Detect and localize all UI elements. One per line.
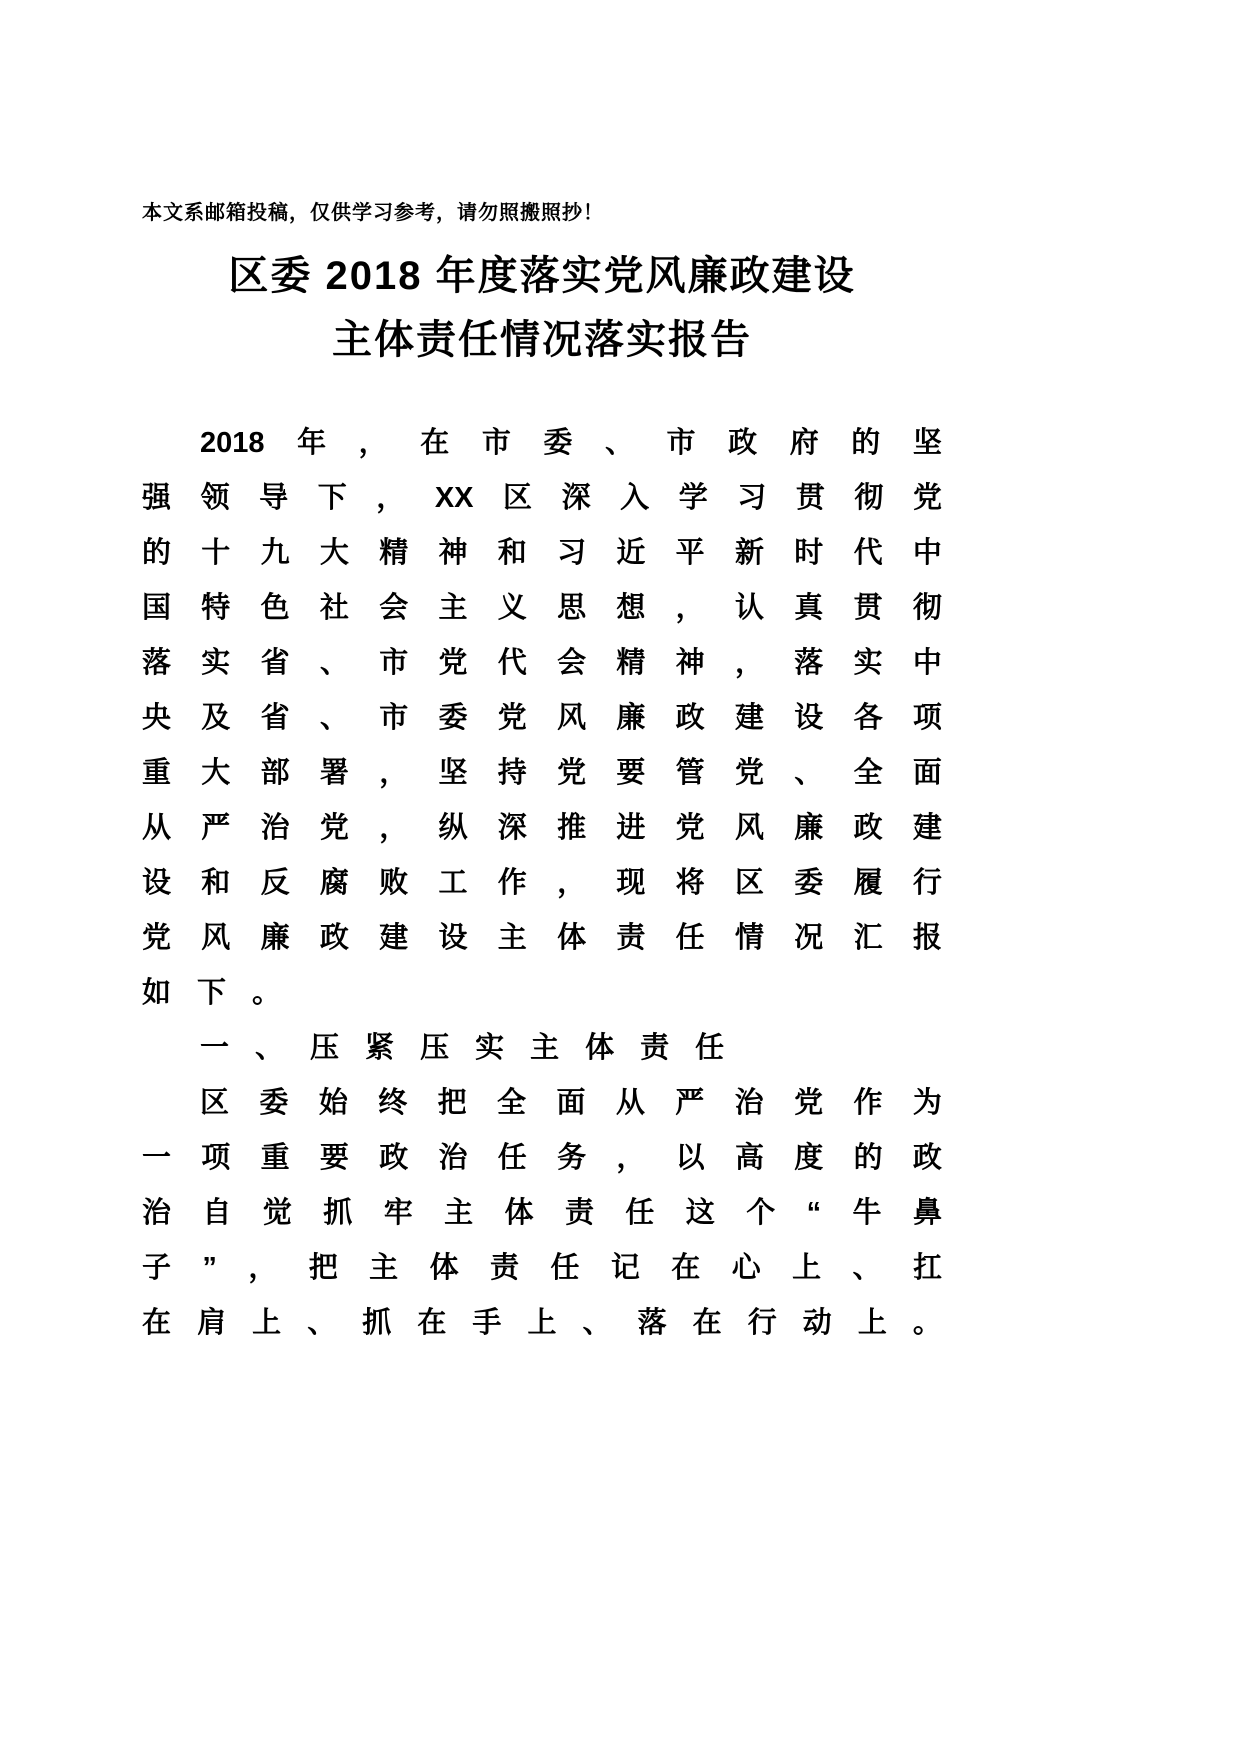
- text-token: 主: [530, 1032, 560, 1064]
- text-token: 、: [307, 1307, 337, 1339]
- text-token: ，: [734, 647, 764, 679]
- text-token: 的: [851, 427, 881, 459]
- text-token: 社: [319, 592, 349, 624]
- text-token: ，: [376, 482, 406, 514]
- text-token: 主: [444, 1197, 474, 1229]
- text-token: 党: [912, 482, 942, 514]
- text-token: 上: [527, 1307, 557, 1339]
- body-line: [142, 746, 942, 801]
- text-token: ，: [358, 427, 388, 459]
- text-token: 神: [438, 537, 468, 569]
- text-token: 建: [734, 702, 764, 734]
- text-token: 党: [497, 702, 527, 734]
- text-token: 设: [438, 922, 468, 954]
- text-token: 九: [260, 537, 290, 569]
- text-token: 深: [561, 482, 591, 514]
- text-token: 、: [582, 1307, 612, 1339]
- body-line: [142, 1131, 942, 1186]
- text-token: 肩: [197, 1307, 227, 1339]
- text-token: 真: [794, 592, 824, 624]
- text-token: 神: [675, 647, 705, 679]
- text-token: 压: [420, 1032, 450, 1064]
- text-token: 落: [637, 1307, 667, 1339]
- text-token: 体: [429, 1252, 459, 1284]
- text-token: 以: [675, 1142, 705, 1174]
- text-token: 重: [260, 1142, 290, 1174]
- text-token: 领: [200, 482, 230, 514]
- text-token: 一: [200, 1032, 230, 1064]
- text-token: 上: [252, 1307, 282, 1339]
- text-token: ，: [616, 1142, 646, 1174]
- text-token: 年: [297, 427, 327, 459]
- text-token: 、: [794, 757, 824, 789]
- text-token: 及: [201, 702, 231, 734]
- body-line: [142, 1296, 942, 1351]
- text-token: 主: [369, 1252, 399, 1284]
- text-token: 抓: [362, 1307, 392, 1339]
- body-line: [142, 1241, 942, 1296]
- text-token: 任: [550, 1252, 580, 1284]
- text-token: 区: [200, 1087, 230, 1119]
- body-line: [142, 1076, 942, 1131]
- text-token: 党: [319, 812, 349, 844]
- text-token: 治: [438, 1142, 468, 1174]
- text-token: 大: [201, 757, 231, 789]
- text-token: 署: [319, 757, 349, 789]
- text-token: 败: [379, 867, 409, 899]
- text-token: 想: [616, 592, 646, 624]
- body-line: [142, 801, 942, 856]
- text-token: 责: [490, 1252, 520, 1284]
- text-token: 义: [497, 592, 527, 624]
- text-token: 抓: [323, 1197, 353, 1229]
- text-token: 廉: [260, 922, 290, 954]
- text-token: 面: [912, 757, 942, 789]
- text-token: 项: [912, 702, 942, 734]
- text-token: 国: [142, 592, 172, 624]
- text-token: 会: [557, 647, 587, 679]
- text-token: 严: [675, 1087, 705, 1119]
- text-token: 汇: [853, 922, 883, 954]
- text-token: 要: [616, 757, 646, 789]
- text-token: ，: [557, 867, 587, 899]
- text-token: 、: [319, 702, 349, 734]
- text-token: 纵: [438, 812, 468, 844]
- text-token: 面: [556, 1087, 586, 1119]
- text-token: 如: [142, 977, 172, 1009]
- text-token: 鼻: [912, 1197, 942, 1229]
- text-token: 党: [438, 647, 468, 679]
- text-token: 、: [604, 427, 634, 459]
- text-token: 风: [734, 812, 764, 844]
- text-token: 2018: [200, 427, 265, 459]
- text-token: 政: [379, 1142, 409, 1174]
- text-token: 牢: [383, 1197, 413, 1229]
- title-line-1: 区委 2018 年度落实党风廉政建设: [228, 254, 856, 298]
- text-token: 精: [616, 647, 646, 679]
- body-line: [142, 966, 942, 1021]
- text-token: 落: [794, 647, 824, 679]
- text-token: 委: [794, 867, 824, 899]
- body-line: [142, 691, 942, 746]
- text-token: 府: [789, 427, 819, 459]
- text-token: 履: [853, 867, 883, 899]
- text-token: 代: [853, 537, 883, 569]
- text-token: 作: [497, 867, 527, 899]
- text-token: 紧: [365, 1032, 395, 1064]
- text-token: 和: [201, 867, 231, 899]
- heading-line: [142, 1021, 942, 1076]
- text-token: 党: [794, 1087, 824, 1119]
- text-token: 终: [378, 1087, 408, 1119]
- text-token: 管: [675, 757, 705, 789]
- text-token: 委: [438, 702, 468, 734]
- text-token: 设: [142, 867, 172, 899]
- text-token: 市: [666, 427, 696, 459]
- text-token: 主: [497, 922, 527, 954]
- text-token: 度: [794, 1142, 824, 1174]
- text-token: 区: [503, 482, 533, 514]
- document-title: [142, 244, 942, 372]
- text-token: 学: [678, 482, 708, 514]
- body-line: [142, 1186, 942, 1241]
- text-token: 特: [201, 592, 231, 624]
- text-token: 全: [497, 1087, 527, 1119]
- text-token: 全: [853, 757, 883, 789]
- text-token: 牛: [852, 1197, 882, 1229]
- text-token: 政: [853, 812, 883, 844]
- text-token: 十: [201, 537, 231, 569]
- text-token: 责: [640, 1032, 670, 1064]
- text-token: 上: [792, 1252, 822, 1284]
- title-line-2: 主体责任情况落实报告: [332, 318, 752, 362]
- text-token: 强: [142, 482, 172, 514]
- text-token: 压: [310, 1032, 340, 1064]
- body-line: [142, 471, 942, 526]
- text-token: 贯: [853, 592, 883, 624]
- text-token: 精: [379, 537, 409, 569]
- text-token: 党: [557, 757, 587, 789]
- text-token: 在: [417, 1307, 447, 1339]
- text-token: XX: [434, 482, 474, 514]
- text-token: 廉: [616, 702, 646, 734]
- text-token: 大: [319, 537, 349, 569]
- text-token: 和: [497, 537, 527, 569]
- body-line: [142, 416, 942, 471]
- text-token: 上: [857, 1307, 887, 1339]
- text-token: 作: [853, 1087, 883, 1119]
- text-token: 市: [481, 427, 511, 459]
- text-token: 现: [616, 867, 646, 899]
- text-token: 持: [497, 757, 527, 789]
- text-token: 贯: [795, 482, 825, 514]
- text-token: 习: [557, 537, 587, 569]
- text-token: 在: [142, 1307, 172, 1339]
- text-token: 风: [201, 922, 231, 954]
- text-token: 下: [317, 482, 347, 514]
- text-token: ”: [202, 1252, 217, 1284]
- text-token: 近: [616, 537, 646, 569]
- text-token: 思: [557, 592, 587, 624]
- text-token: 责: [564, 1197, 594, 1229]
- text-token: 、: [852, 1252, 882, 1284]
- text-token: 新: [734, 537, 764, 569]
- text-token: 从: [615, 1087, 645, 1119]
- text-token: 这: [685, 1197, 715, 1229]
- text-token: 央: [142, 702, 172, 734]
- text-token: 时: [794, 537, 824, 569]
- text-token: 记: [610, 1252, 640, 1284]
- text-token: 将: [675, 867, 705, 899]
- text-token: 反: [260, 867, 290, 899]
- text-token: 、: [319, 647, 349, 679]
- text-token: 党: [675, 812, 705, 844]
- text-token: 腐: [319, 867, 349, 899]
- text-token: 入: [620, 482, 650, 514]
- text-token: 委: [543, 427, 573, 459]
- text-token: 设: [794, 702, 824, 734]
- text-token: 色: [260, 592, 290, 624]
- body-line: [142, 526, 942, 581]
- text-token: 进: [616, 812, 646, 844]
- text-token: 党: [142, 922, 172, 954]
- text-token: 扛: [912, 1252, 942, 1284]
- text-token: 。: [912, 1307, 942, 1339]
- text-token: 始: [318, 1087, 348, 1119]
- text-token: 自: [202, 1197, 232, 1229]
- text-token: 推: [557, 812, 587, 844]
- text-token: 坚: [912, 427, 942, 459]
- text-token: 个: [746, 1197, 776, 1229]
- text-token: 高: [734, 1142, 764, 1174]
- text-token: 代: [497, 647, 527, 679]
- text-token: 动: [802, 1307, 832, 1339]
- document-body: [142, 416, 942, 1351]
- text-token: 会: [379, 592, 409, 624]
- text-token: 风: [557, 702, 587, 734]
- body-line: [142, 856, 942, 911]
- text-token: 行: [912, 867, 942, 899]
- text-token: 政: [912, 1142, 942, 1174]
- text-token: 的: [142, 537, 172, 569]
- text-token: 工: [438, 867, 468, 899]
- text-token: ，: [379, 757, 409, 789]
- text-token: 要: [319, 1142, 349, 1174]
- text-token: 认: [734, 592, 764, 624]
- text-token: 、: [255, 1032, 285, 1064]
- text-token: 下: [197, 977, 227, 1009]
- text-token: 心: [731, 1252, 761, 1284]
- text-token: 况: [794, 922, 824, 954]
- text-token: 为: [912, 1087, 942, 1119]
- text-token: 建: [379, 922, 409, 954]
- text-token: 一: [142, 1142, 172, 1174]
- text-token: 在: [420, 427, 450, 459]
- text-token: 任: [675, 922, 705, 954]
- text-token: 手: [472, 1307, 502, 1339]
- text-token: 中: [912, 537, 942, 569]
- text-token: “: [806, 1197, 822, 1229]
- text-token: 在: [671, 1252, 701, 1284]
- text-token: 任: [695, 1032, 725, 1064]
- text-token: 党: [734, 757, 764, 789]
- text-token: 导: [259, 482, 289, 514]
- text-token: 各: [853, 702, 883, 734]
- text-token: 市: [379, 647, 409, 679]
- text-token: 省: [260, 702, 290, 734]
- text-token: 子: [142, 1252, 172, 1284]
- text-token: 深: [497, 812, 527, 844]
- text-token: 觉: [262, 1197, 292, 1229]
- text-token: 行: [747, 1307, 777, 1339]
- text-token: 务: [557, 1142, 587, 1174]
- text-token: 任: [625, 1197, 655, 1229]
- text-token: 政: [319, 922, 349, 954]
- text-token: 中: [912, 647, 942, 679]
- text-token: 体: [585, 1032, 615, 1064]
- text-token: 治: [142, 1197, 172, 1229]
- body-line: [142, 636, 942, 691]
- text-token: 在: [692, 1307, 722, 1339]
- text-token: 落: [142, 647, 172, 679]
- text-token: 把: [437, 1087, 467, 1119]
- text-token: 建: [912, 812, 942, 844]
- text-token: 廉: [794, 812, 824, 844]
- text-token: 项: [201, 1142, 231, 1174]
- text-token: 把: [308, 1252, 338, 1284]
- text-token: 省: [260, 647, 290, 679]
- text-token: 政: [675, 702, 705, 734]
- text-token: 严: [201, 812, 231, 844]
- text-token: 实: [201, 647, 231, 679]
- text-token: 实: [475, 1032, 505, 1064]
- body-line: [142, 581, 942, 636]
- text-token: 习: [737, 482, 767, 514]
- text-token: 报: [912, 922, 942, 954]
- text-token: 区: [734, 867, 764, 899]
- text-token: 情: [734, 922, 764, 954]
- text-token: 的: [853, 1142, 883, 1174]
- text-token: 体: [557, 922, 587, 954]
- text-token: 治: [734, 1087, 764, 1119]
- text-token: 实: [853, 647, 883, 679]
- text-token: 坚: [438, 757, 468, 789]
- text-token: 治: [260, 812, 290, 844]
- text-token: ，: [248, 1252, 278, 1284]
- text-token: 重: [142, 757, 172, 789]
- text-token: 体: [504, 1197, 534, 1229]
- text-token: 彻: [912, 592, 942, 624]
- text-token: 委: [259, 1087, 289, 1119]
- text-token: 。: [252, 977, 282, 1009]
- text-token: ，: [675, 592, 705, 624]
- text-token: 市: [379, 702, 409, 734]
- text-token: 部: [260, 757, 290, 789]
- text-token: 彻: [854, 482, 884, 514]
- document-content: [142, 0, 942, 1351]
- text-token: 从: [142, 812, 172, 844]
- text-token: 平: [675, 537, 705, 569]
- text-token: 责: [616, 922, 646, 954]
- text-token: 任: [497, 1142, 527, 1174]
- text-token: ，: [379, 812, 409, 844]
- body-line: [142, 911, 942, 966]
- text-token: 主: [438, 592, 468, 624]
- text-token: 政: [728, 427, 758, 459]
- disclaimer-text: 本文系邮箱投稿，仅供学习参考，请勿照搬照抄！: [142, 202, 604, 224]
